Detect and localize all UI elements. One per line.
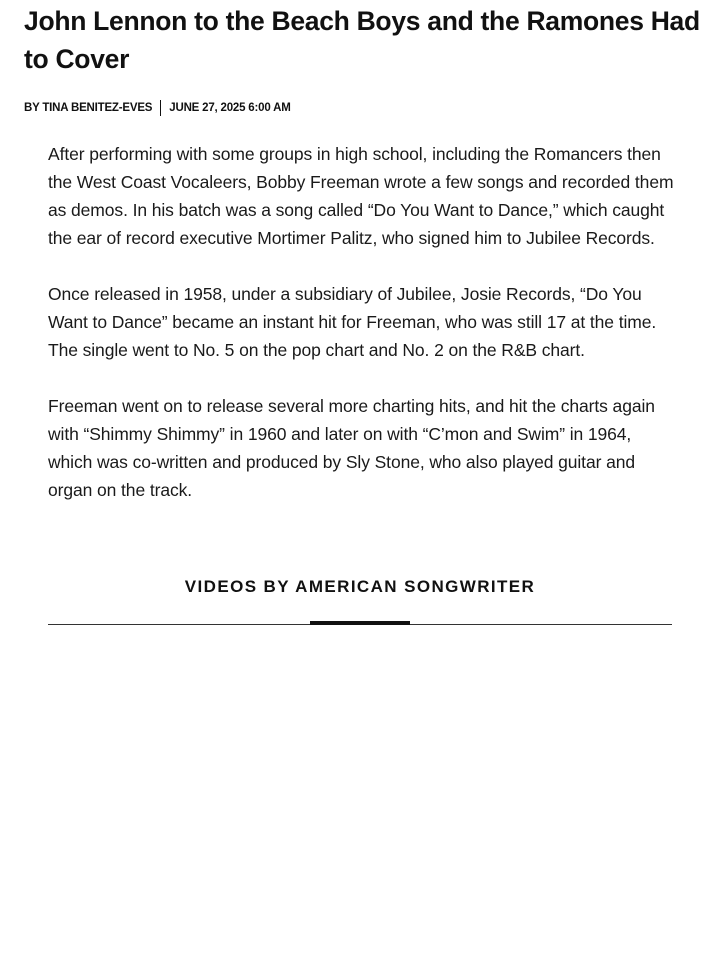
videos-heading: VIDEOS BY AMERICAN SONGWRITER <box>184 577 536 596</box>
author-link[interactable]: BY TINA BENITEZ-EVES <box>24 102 153 114</box>
article-paragraph: Once released in 1958, under a subsidiary of Jubilee, Josie Records, “Do You Want to Dance” became an instant hit for Freeman, who was still 17 at the time. The single went to No. 5 on the pop chart and No. 2 on the R&B chart. <box>48 284 657 360</box>
publish-date: JUNE 27, 2025 6:00 AM <box>169 102 291 114</box>
videos-accent-bar <box>310 621 410 625</box>
videos-section <box>48 575 672 599</box>
byline <box>24 100 291 116</box>
byline-divider <box>160 100 161 116</box>
article-title: John Lennon to the Beach Boys and the Ramones Had to Cover <box>24 6 700 74</box>
article-paragraph: Freeman went on to release several more charting hits, and hit the charts again with “Shimmy Shimmy” in 1960 and later on with “C’mon and Swim” in 1964, which was co-written and produced by Sly Stone, who also played guitar and organ on the track. <box>48 396 655 500</box>
article-body <box>48 140 678 532</box>
article-paragraph: After performing with some groups in high school, including the Romancers then the West Coast Vocaleers, Bobby Freeman wrote a few songs and recorded them as demos. In his batch was a song called “Do You Want to Dance,” which caught the ear of record executive Mortimer Palitz, who signed him to Jubilee Records. <box>48 144 674 248</box>
